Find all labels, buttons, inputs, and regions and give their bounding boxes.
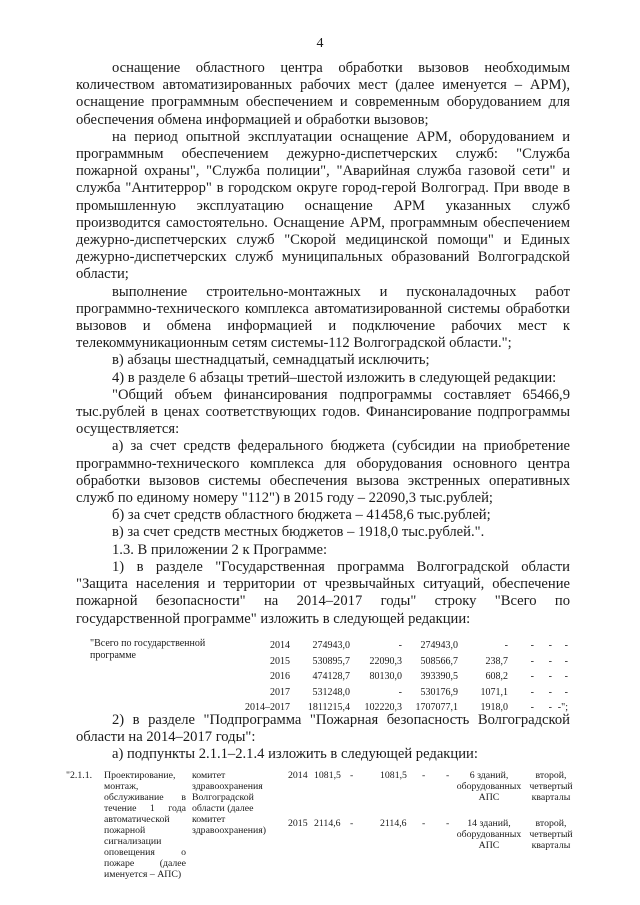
table-cell: - xyxy=(564,671,568,683)
body-text-2 xyxy=(76,712,570,764)
table-cell-year: 2014 xyxy=(288,770,308,781)
table-cell-loc: - xyxy=(422,770,426,781)
table-cell: - xyxy=(530,671,534,683)
table-cell: 274943,0 xyxy=(312,640,350,651)
table-cell: 530895,7 xyxy=(312,655,350,667)
table-cell: 238,7 xyxy=(485,655,508,667)
table-cell: 2014 xyxy=(270,640,290,651)
table-cell-fed: - xyxy=(350,770,354,781)
table-cell-result: 14 зданий, оборудованных АПС xyxy=(456,818,522,851)
table-cell: 1071,1 xyxy=(480,686,508,698)
table-cell: - xyxy=(548,640,552,651)
table-cell-other: - xyxy=(446,770,450,781)
body-text xyxy=(76,60,570,628)
table-cell: 80130,0 xyxy=(369,671,402,683)
paragraph: б) за счет средств областного бюджета – 41458,6 тыс.рублей; xyxy=(112,507,491,524)
table-cell: - xyxy=(530,686,534,698)
table-cell: - xyxy=(530,640,534,651)
table-cell: 474128,7 xyxy=(312,671,350,683)
table-cell: 2017 xyxy=(270,686,290,698)
table-cell: 1918,0 xyxy=(480,702,508,714)
table-cell: - xyxy=(548,655,552,667)
table-cell: 2014–2017 xyxy=(245,702,290,714)
table-cell-total: 1081,5 xyxy=(314,770,341,781)
table-cell-reg: 1081,5 xyxy=(380,770,407,781)
table-cell: - xyxy=(548,686,552,698)
table-cell-total: 2114,6 xyxy=(314,818,341,829)
item-executor: комитет здравоохранения Волгоградской области (далее комитет здравоохранения) xyxy=(192,770,267,836)
table-cell: 1707077,1 xyxy=(415,702,458,714)
table-cell: 508566,7 xyxy=(420,655,458,667)
table-cell-term: второй, четвертый кварталы xyxy=(529,818,573,851)
table-cell: 530176,9 xyxy=(420,686,458,698)
paragraph: 4) в разделе 6 абзацы третий–шестой изложить в следующей редакции: xyxy=(112,369,557,386)
table-cell-other: - xyxy=(446,818,450,829)
table-cell: - xyxy=(564,686,568,698)
page-number: 4 xyxy=(316,36,324,51)
table-row xyxy=(90,638,570,653)
table-cell: 531248,0 xyxy=(312,686,350,698)
table-row xyxy=(90,685,570,700)
paragraph: 2) в разделе "Подпрограмма "Пожарная безопасность Волгоградской области на 2014–2017 годы": xyxy=(76,712,570,746)
paragraph: 1.3. В приложении 2 к Программе: xyxy=(112,541,328,558)
table-cell: - xyxy=(530,655,534,667)
table-cell: 1811215,4 xyxy=(307,702,350,714)
table-cell: 2016 xyxy=(270,671,290,683)
paragraph: 1) в разделе "Государственная программа Волгоградской области "Защита населения и территории от чрезвычайных ситуаций, обеспечение пожарной безопасности" на 2014–2017 годы" строку "Всего по государственной программе" изложить в следующей редакции: xyxy=(76,558,570,627)
table-cell: 102220,3 xyxy=(364,702,402,714)
table-cell: - xyxy=(398,686,402,698)
table-cell: - xyxy=(548,702,552,714)
item-name: Проектирование, монтаж, обслуживание в течение 1 года автоматической пожарной сигнализации оповещения о пожаре (далее именуется – АПС) xyxy=(104,770,186,880)
table-cell: 22090,3 xyxy=(369,655,402,667)
table-cell-year: 2015 xyxy=(288,818,308,829)
paragraph: а) подпункты 2.1.1–2.1.4 изложить в следующей редакции: xyxy=(112,746,478,763)
table-cell: - xyxy=(530,702,534,714)
table-cell: 2015 xyxy=(270,655,290,667)
paragraph: выполнение строительно-монтажных и пусконаладочных работ программно-технического комплекса автоматизированной системы обработки вызовов и обмена информацией и подключение рабочих мест к телекоммуникационным сетям системы-112 Волгоградской области."; xyxy=(76,283,570,352)
table-cell: - xyxy=(548,671,552,683)
table-cell: - xyxy=(564,640,568,651)
table-row-label: "Всего по государственной программе xyxy=(90,638,206,661)
table-cell-fed: - xyxy=(350,818,354,829)
table-cell: -"; xyxy=(557,702,568,714)
table-row xyxy=(90,669,570,684)
table-cell: - xyxy=(564,655,568,667)
table-cell-result: 6 зданий, оборудованных АПС xyxy=(456,770,522,803)
paragraph: на период опытной эксплуатации оснащение АРМ, оборудованием и программным обеспечением дежурно-диспетчерских служб: "Служба пожарной охраны", "Служба полиции", "Аварийная служба газовой сети" и служба "Антитеррор" в городском округе город-герой Волгоград. При вводе в промышленную эксплуатацию оснащение АРМ указанных служб производится самостоятельно. Оснащение АРМ, программным обеспечением дежурно-диспетчерских служб "Скорой медицинской помощи" и Единых дежурно-диспетчерских служб муниципальных образований Волгоградской области; xyxy=(76,128,570,283)
paragraph: а) за счет средств федерального бюджета (субсидии на приобретение программно-технического комплекса для оборудования основного центра обработки вызовов системы обеспечения вызова экстренных оперативных служб по единому номеру "112") в 2015 году – 22090,3 тыс.рублей; xyxy=(76,438,570,507)
table-cell-reg: 2114,6 xyxy=(380,818,407,829)
paragraph: "Общий объем финансирования подпрограммы составляет 65466,9 тыс.рублей в ценах соответствующих годов. Финансирование подпрограммы осуществляется: xyxy=(76,386,570,438)
table-cell: - xyxy=(398,640,402,651)
paragraph: в) абзацы шестнадцатый, семнадцатый исключить; xyxy=(112,352,430,369)
table-cell: 393390,5 xyxy=(420,671,458,683)
table-cell: 274943,0 xyxy=(420,640,458,651)
table-cell-term: второй, четвертый кварталы xyxy=(529,770,573,803)
table-row xyxy=(90,654,570,669)
paragraph: оснащение областного центра обработки вызовов необходимым количеством автоматизированных рабочих мест (далее именуется – АРМ), оснащение программным обеспечением и современным оборудованием для обеспечения обмена информацией и обработки вызовов; xyxy=(76,60,570,128)
paragraph: в) за счет средств местных бюджетов – 1918,0 тыс.рублей.". xyxy=(112,524,485,541)
table-cell-loc: - xyxy=(422,818,426,829)
table-cell: 608,2 xyxy=(485,671,508,683)
table-cell: - xyxy=(504,640,508,651)
item-number: "2.1.1. xyxy=(66,770,93,781)
